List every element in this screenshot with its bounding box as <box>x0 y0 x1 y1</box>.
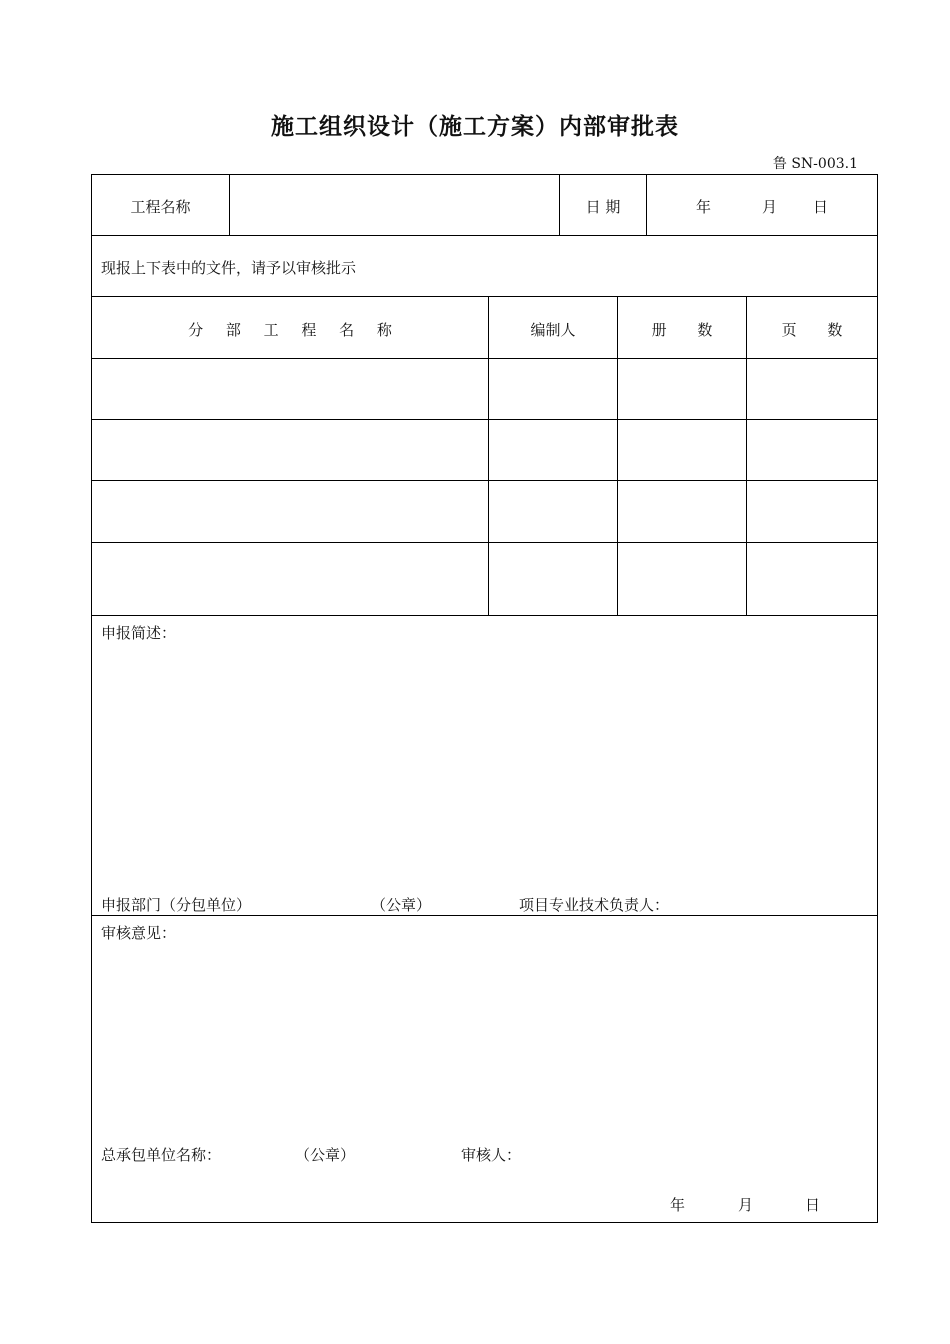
department-label: 申报部门（分包单位） <box>101 896 252 914</box>
table-cell[interactable] <box>496 570 611 590</box>
table-cell[interactable] <box>625 380 740 400</box>
table-cell[interactable] <box>754 502 869 522</box>
table-cell[interactable] <box>100 380 480 400</box>
table-cell[interactable] <box>100 441 480 461</box>
column-header-volumes: 册 数 <box>651 321 713 339</box>
column-header-pages: 页 数 <box>781 321 843 339</box>
column-header-compiler: 编制人 <box>530 321 576 339</box>
col-divider <box>229 174 230 236</box>
contractor-seal-label: （公章） <box>295 1146 356 1164</box>
table-cell[interactable] <box>496 380 611 400</box>
table-cell[interactable] <box>625 441 740 461</box>
table-cell[interactable] <box>100 502 480 522</box>
col-divider <box>488 296 489 616</box>
border-bottom <box>91 1222 878 1223</box>
table-cell[interactable] <box>100 570 480 590</box>
table-cell[interactable] <box>496 502 611 522</box>
table-cell[interactable] <box>625 570 740 590</box>
table-cell[interactable] <box>754 570 869 590</box>
form-code: 鲁 SN-003.1 <box>772 156 858 172</box>
date-label: 日 期 <box>585 198 621 216</box>
contractor-label: 总承包单位名称： <box>101 1146 222 1164</box>
table-cell[interactable] <box>625 502 740 522</box>
column-header-subproject-name: 分 部 工 程 名 称 <box>188 321 392 339</box>
row-divider <box>91 419 878 420</box>
project-name-label: 工程名称 <box>130 198 191 216</box>
row-divider <box>91 915 878 916</box>
row-divider <box>91 480 878 481</box>
table-cell[interactable] <box>754 380 869 400</box>
project-name-field[interactable] <box>240 196 550 216</box>
reviewer-label: 审核人： <box>461 1146 522 1164</box>
row-divider <box>91 358 878 359</box>
table-cell[interactable] <box>754 441 869 461</box>
row-divider <box>91 235 878 236</box>
col-divider <box>646 174 647 236</box>
date-month: 月 <box>762 198 778 216</box>
review-opinion-label: 审核意见： <box>101 924 177 942</box>
date-year: 年 <box>696 198 712 216</box>
department-seal-label: （公章） <box>371 896 432 914</box>
border-right <box>877 174 878 1223</box>
review-month: 月 <box>738 1196 754 1214</box>
row-divider <box>91 542 878 543</box>
col-divider <box>746 296 747 616</box>
row-divider <box>91 615 878 616</box>
summary-label: 申报简述： <box>101 624 177 642</box>
col-divider <box>617 296 618 616</box>
row-divider <box>91 296 878 297</box>
tech-lead-label: 项目专业技术负责人： <box>519 896 670 914</box>
date-day: 日 <box>813 198 829 216</box>
border-top <box>91 174 878 175</box>
page-title: 施工组织设计（施工方案）内部审批表 <box>271 114 679 140</box>
review-year: 年 <box>670 1196 686 1214</box>
submission-note: 现报上下表中的文件，请予以审核批示 <box>101 259 357 277</box>
table-cell[interactable] <box>496 441 611 461</box>
review-day: 日 <box>805 1196 821 1214</box>
